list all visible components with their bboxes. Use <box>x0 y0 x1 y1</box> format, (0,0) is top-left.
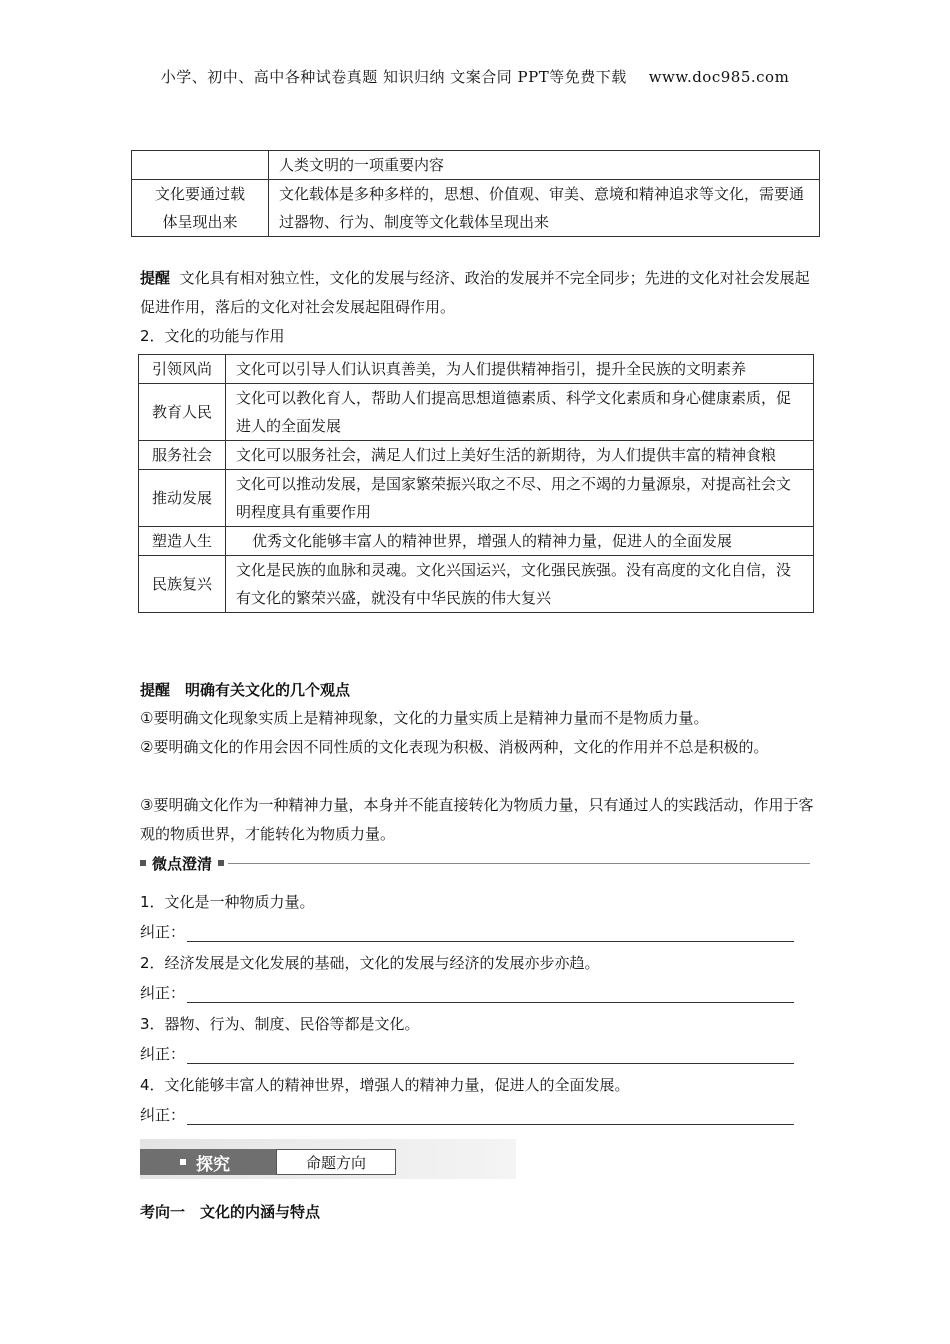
table-cell-label: 民族复兴 <box>139 556 226 613</box>
direction-heading: 考向一 文化的内涵与特点 <box>140 1203 321 1221</box>
table-cell-content: 文化可以引导人们认识真善美，为人们提供精神指引，提升全民族的文明素养 <box>226 355 814 384</box>
table-cell-label <box>132 180 269 237</box>
divider <box>228 863 810 864</box>
clarify-item: 3．器物、行为、制度、民俗等都是文化。 <box>140 1015 420 1033</box>
fix-label: 纠正： <box>140 1106 186 1124</box>
table-cell-label: 塑造人生 <box>139 527 226 556</box>
table-row <box>139 556 814 613</box>
table-row <box>139 355 814 384</box>
table-cell-label <box>132 151 269 180</box>
tip2-point: ①要明确文化现象实质上是精神现象，文化的力量实质上是精神力量而不是物质力量。 <box>140 709 709 727</box>
square-icon <box>140 860 146 866</box>
table-row <box>139 470 814 527</box>
fix-line <box>140 922 800 942</box>
fix-line <box>140 983 800 1003</box>
fix-label: 纠正： <box>140 984 186 1002</box>
explore-banner <box>140 1139 516 1179</box>
table-row <box>139 384 814 441</box>
square-icon <box>218 860 224 866</box>
clarify-item: 1．文化是一种物质力量。 <box>140 893 315 911</box>
tip-text: 文化具有相对独立性，文化的发展与经济、政治的发展并不完全同步；先进的文化对社会发展起促进作用，落后的文化对社会发展起阻碍作用。 <box>140 269 810 316</box>
table-cell-label: 推动发展 <box>139 470 226 527</box>
table-cell-content: 优秀文化能够丰富人的精神世界，增强人的精神力量，促进人的全面发展 <box>226 527 814 556</box>
table-cell-content: 文化可以教化育人，帮助人们提高思想道德素质、科学文化素质和身心健康素质，促进人的全面发展 <box>226 384 814 441</box>
answer-blank[interactable] <box>187 927 794 942</box>
answer-blank[interactable] <box>187 1049 794 1064</box>
table-row <box>139 441 814 470</box>
fix-label: 纠正： <box>140 1045 186 1063</box>
header-text: 小学、初中、高中各种试卷真题 知识归纳 文案合同 PPT等免费下载 <box>160 68 627 86</box>
label-line: 体呈现出来 <box>162 213 238 231</box>
micro-clarify-title: 微点澄清 <box>152 854 213 873</box>
tip2-title: 提醒 明确有关文化的几个观点 <box>140 681 351 699</box>
micro-clarify-header <box>140 853 810 873</box>
tip-label: 提醒 <box>140 269 171 287</box>
fix-line <box>140 1044 800 1064</box>
culture-function-table <box>138 354 814 613</box>
table-cell-content: 文化是民族的血脉和灵魂。文化兴国运兴，文化强民族强。没有高度的文化自信，没有文化的繁荣兴盛，就没有中华民族的伟大复兴 <box>226 556 814 613</box>
table-cell-content: 文化可以服务社会，满足人们过上美好生活的新期待，为人们提供丰富的精神食粮 <box>226 441 814 470</box>
tip-paragraph-1 <box>140 264 815 322</box>
table-cell-label: 引领风尚 <box>139 355 226 384</box>
label-line: 文化要通过载 <box>154 185 245 203</box>
table-cell-content: 文化可以推动发展，是国家繁荣振兴取之不尽、用之不竭的力量源泉，对提高社会文明程度具有重要作用 <box>226 470 814 527</box>
header-site: www.doc985.com <box>648 68 790 86</box>
section-title: 2．文化的功能与作用 <box>140 327 285 345</box>
proposition-direction-label: 命题方向 <box>305 1153 366 1172</box>
table-cell-label: 教育人民 <box>139 384 226 441</box>
answer-blank[interactable] <box>187 1110 794 1125</box>
table-row <box>139 527 814 556</box>
fix-label: 纠正： <box>140 923 186 941</box>
square-icon <box>180 1159 186 1165</box>
proposition-direction-box <box>276 1149 396 1175</box>
table-cell-content: 文化载体是多种多样的，思想、价值观、审美、意境和精神追求等文化，需要通过器物、行为、制度等文化载体呈现出来 <box>269 180 820 237</box>
fix-line <box>140 1105 800 1125</box>
page-header <box>0 66 950 87</box>
table-row <box>132 180 820 237</box>
table-cell-content: 人类文明的一项重要内容 <box>269 151 820 180</box>
culture-table-continued <box>131 150 820 237</box>
table-row <box>132 151 820 180</box>
table-cell-label: 服务社会 <box>139 441 226 470</box>
answer-blank[interactable] <box>187 988 794 1003</box>
clarify-item: 4．文化能够丰富人的精神世界，增强人的精神力量，促进人的全面发展。 <box>140 1076 630 1094</box>
explore-label-box <box>140 1149 276 1175</box>
tip2-point: ②要明确文化的作用会因不同性质的文化表现为积极、消极两种，文化的作用并不总是积极的。 <box>140 738 769 756</box>
explore-label: 探究 <box>196 1154 230 1175</box>
tip2-point: ③要明确文化作为一种精神力量，本身并不能直接转化为物质力量，只有通过人的实践活动，作用于客观的物质世界，才能转化为物质力量。 <box>140 796 814 843</box>
clarify-item: 2．经济发展是文化发展的基础，文化的发展与经济的发展亦步亦趋。 <box>140 954 600 972</box>
